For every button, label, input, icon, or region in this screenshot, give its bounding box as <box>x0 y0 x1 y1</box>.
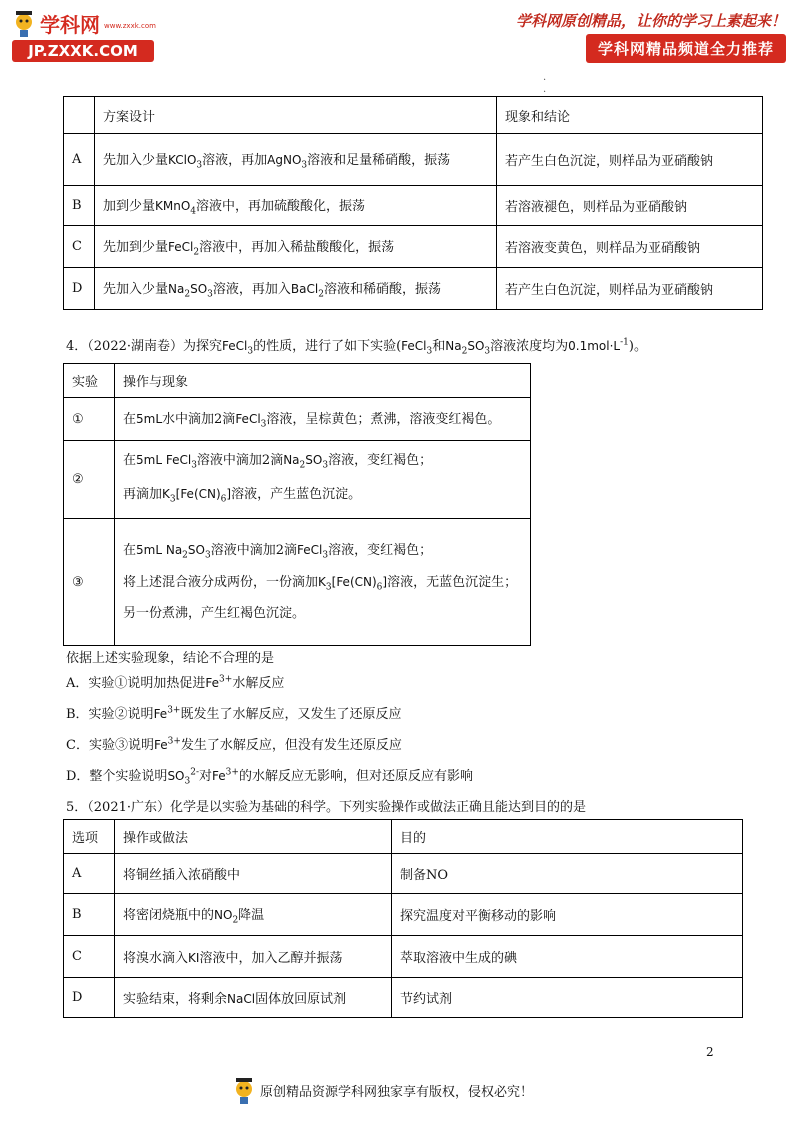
row-label: C <box>64 936 115 978</box>
goal-cell: 节约试剂 <box>392 978 743 1018</box>
result-cell: 若产生白色沉淀，则样品为亚硝酸钠 <box>497 134 763 186</box>
option-b[interactable]: B．实验②说明$Fe^{3+}$既发生了水解反应，又发生了还原反应 <box>66 705 402 722</box>
logo-subtext: www.zxxk.com <box>104 22 156 30</box>
table-header-cell: 实验 <box>64 364 115 398</box>
table-row <box>64 186 763 226</box>
row-label: C <box>64 226 95 268</box>
site-logo[interactable] <box>12 8 158 64</box>
table-header-cell <box>64 97 95 134</box>
row-label: D <box>64 978 115 1018</box>
table-header-row <box>64 97 763 134</box>
table-header-cell: 方案设计 <box>95 97 497 134</box>
operation-table <box>63 819 743 1018</box>
design-cell: 先加入少量KClO$_3$溶液，再加AgNO$_3$溶液和足量稀硝酸，振荡 <box>95 134 497 186</box>
row-label: A <box>64 854 115 894</box>
header-slogan: 学科网原创精品，让你的学习上素起来！ <box>515 12 786 30</box>
header-banner[interactable]: 学科网精品频道全力推荐 <box>586 34 786 63</box>
goal-cell: 萃取溶液中生成的碘 <box>392 936 743 978</box>
decorative-dots: . . <box>543 72 547 95</box>
table-row <box>64 134 763 186</box>
table-row <box>64 936 743 978</box>
table-header-row <box>64 364 531 398</box>
row-label: ① <box>64 398 115 441</box>
table-row <box>64 268 763 310</box>
logo-text: 学科网 <box>40 12 100 37</box>
op-cell: 将密闭烧瓶中的$NO_2$降温 <box>115 894 392 936</box>
row-label: ② <box>64 441 115 519</box>
table-header-cell: 现象和结论 <box>497 97 763 134</box>
result-cell: 若溶液褪色，则样品为亚硝酸钠 <box>497 186 763 226</box>
table-header-cell: 目的 <box>392 820 743 854</box>
mascot-icon <box>12 8 36 38</box>
question-5-stem: 5．（2021·广东）化学是以实验为基础的科学。下列实验操作或做法正确且能达到目的的是 <box>66 800 586 815</box>
table-row <box>64 854 743 894</box>
question-4-stem: 4．（2022·湖南卷）为探究FeCl$_3$的性质，进行了如下实验(FeCl$_3$和$Na_2SO_3$溶液浓度均为$0.1mol\cdot L^{-1}$)。 <box>66 337 647 357</box>
operation-cell: 在5mL FeCl$_3$溶液中滴加2滴$Na_2SO_3$溶液，变红褐色； 再滴加$K_3[Fe(CN)_6]$溶液，产生蓝色沉淀。 <box>115 441 531 519</box>
table-header-row <box>64 820 743 854</box>
table-row <box>64 398 531 441</box>
design-cell: 先加到少量FeCl$_2$溶液中，再加入稀盐酸酸化，振荡 <box>95 226 497 268</box>
option-d[interactable]: D．整个实验说明$SO_3^{2-}$对$Fe^{3+}$的水解反应无影响，但对还原反应有影响 <box>66 767 473 787</box>
op-cell: 实验结束，将剩余NaCl固体放回原试剂 <box>115 978 392 1018</box>
operation-cell: 在5mL水中滴加2滴FeCl$_3$溶液，呈棕黄色；煮沸，溶液变红褐色。 <box>115 398 531 441</box>
table-row <box>64 519 531 646</box>
row-label: D <box>64 268 95 310</box>
footer <box>232 1075 533 1105</box>
table-row <box>64 894 743 936</box>
op-cell: 将溴水滴入KI溶液中，加入乙醇并振荡 <box>115 936 392 978</box>
table-row <box>64 978 743 1018</box>
design-cell: 加到少量KMnO$_4$溶液中，再加硫酸酸化，振荡 <box>95 186 497 226</box>
mascot-icon <box>232 1075 256 1105</box>
design-cell: 先加入少量$Na_2SO_3$溶液，再加入BaCl$_2$溶液和稀硝酸，振荡 <box>95 268 497 310</box>
table-header-cell: 选项 <box>64 820 115 854</box>
experiment-table <box>63 363 531 646</box>
option-c[interactable]: C．实验③说明$Fe^{3+}$发生了水解反应，但没有发生还原反应 <box>66 736 402 753</box>
table-row <box>64 441 531 519</box>
operation-cell: 在5mL $Na_2SO_3$溶液中滴加2滴FeCl$_3$溶液，变红褐色； 将上述混合液分成两份，一份滴加$K_3[Fe(CN)_6]$溶液，无蓝色沉淀生； 另一份煮沸，产生红褐色沉淀。 <box>115 519 531 646</box>
op-cell: 将铜丝插入浓硝酸中 <box>115 854 392 894</box>
table-row <box>64 226 763 268</box>
table-header-cell: 操作或做法 <box>115 820 392 854</box>
option-a[interactable]: A．实验①说明加热促进$Fe^{3+}$水解反应 <box>66 674 285 691</box>
goal-cell: 制备NO <box>392 854 743 894</box>
logo-url: JP.ZXXK.COM <box>12 40 154 62</box>
goal-cell: 探究温度对平衡移动的影响 <box>392 894 743 936</box>
result-cell: 若溶液变黄色，则样品为亚硝酸钠 <box>497 226 763 268</box>
question-4-ask: 依据上述实验现象，结论不合理的是 <box>66 651 275 666</box>
result-cell: 若产生白色沉淀，则样品为亚硝酸钠 <box>497 268 763 310</box>
page-number: 2 <box>706 1045 714 1059</box>
row-label: B <box>64 186 95 226</box>
row-label: B <box>64 894 115 936</box>
table-header-cell: 操作与现象 <box>115 364 531 398</box>
copyright-text: 原创精品资源学科网独家享有版权，侵权必究！ <box>260 1084 534 1100</box>
row-label: A <box>64 134 95 186</box>
row-label: ③ <box>64 519 115 646</box>
scheme-table <box>63 96 763 310</box>
